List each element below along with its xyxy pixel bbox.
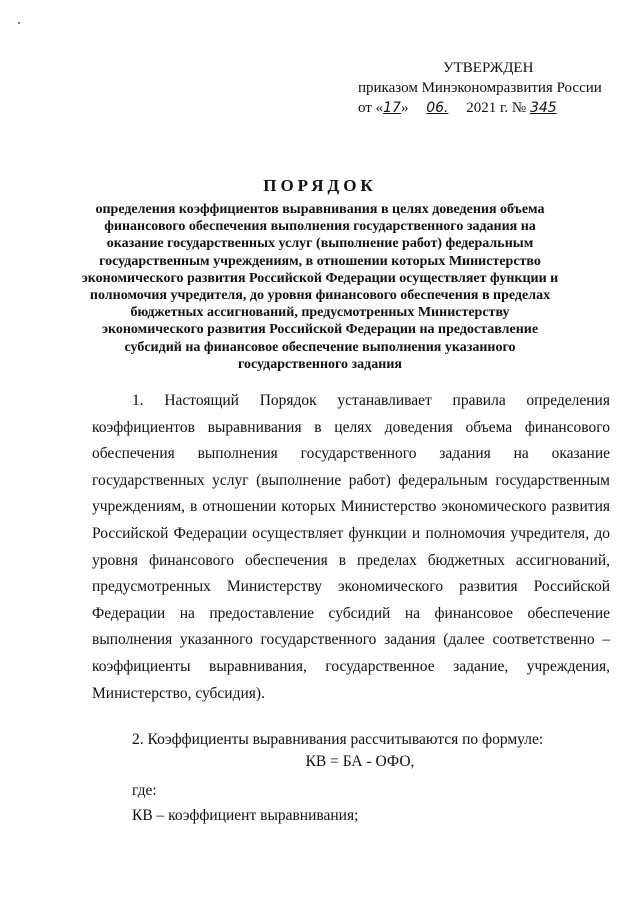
- order-number: 345: [529, 100, 557, 116]
- definition-kv: КВ – коэффициент выравнивания;: [132, 807, 359, 824]
- approval-title: УТВЕРЖДЕН: [443, 60, 534, 76]
- date-suffix: 2021 г. №: [466, 100, 527, 116]
- document-title: [80, 175, 560, 373]
- where-label: где:: [132, 782, 157, 799]
- document-body: [92, 388, 610, 753]
- formula: КВ = БА - ОФО,: [305, 753, 415, 770]
- paragraph-1: 1. Настоящий Порядок устанавливает правила определения коэффициентов выравнивания в целях доведения объема финансового обеспечения выполнения государственного задания на оказание государственных услуг (выполнение работ) федеральным государственным учреждениям, в отношении которых Министерство экономического развития Российской Федерации осуществляет функции и полномочия учредителя, до уровня финансового обеспечения в пределах бюджетных ассигнований, предусмотренных Министерству экономического развития Российской Федерации на предоставление субсидий на финансовое обеспечение выполнения указанного государственного задания (далее соответственно – коэффициенты выравнивания, государственное задание, учреждения, Министерство, субсидия).: [92, 392, 610, 702]
- subheading: определения коэффициентов выравнивания в целях доведения объема финансового обеспечения выполнения государственного задания на оказание государственных услуг (выполнение работ) федеральным государственным учреждениям, в отношении которых Министерство экономического развития Российской Федерации осуществляет функции и полномочия учредителя, до уровня финансового обеспечения в пределах бюджетных ассигнований, предусмотренных Министерству экономического развития Российской Федерации на предоставление субсидий на финансовое обеспечение выполнения указанного государственного задания: [81, 202, 559, 372]
- date-prefix: от «: [358, 100, 384, 116]
- heading: ПОРЯДОК: [263, 176, 377, 195]
- approval-stamp: [358, 58, 620, 118]
- date-mid: »: [400, 100, 409, 116]
- date-day: 17: [383, 100, 401, 116]
- approval-order: приказом Минэкономразвития России: [358, 80, 602, 96]
- paragraph-2: 2. Коэффициенты выравнивания рассчитываются по формуле:: [132, 731, 544, 749]
- date-month: 06.: [426, 100, 449, 116]
- approval-date-line: [358, 98, 620, 118]
- scan-speck: [18, 22, 20, 24]
